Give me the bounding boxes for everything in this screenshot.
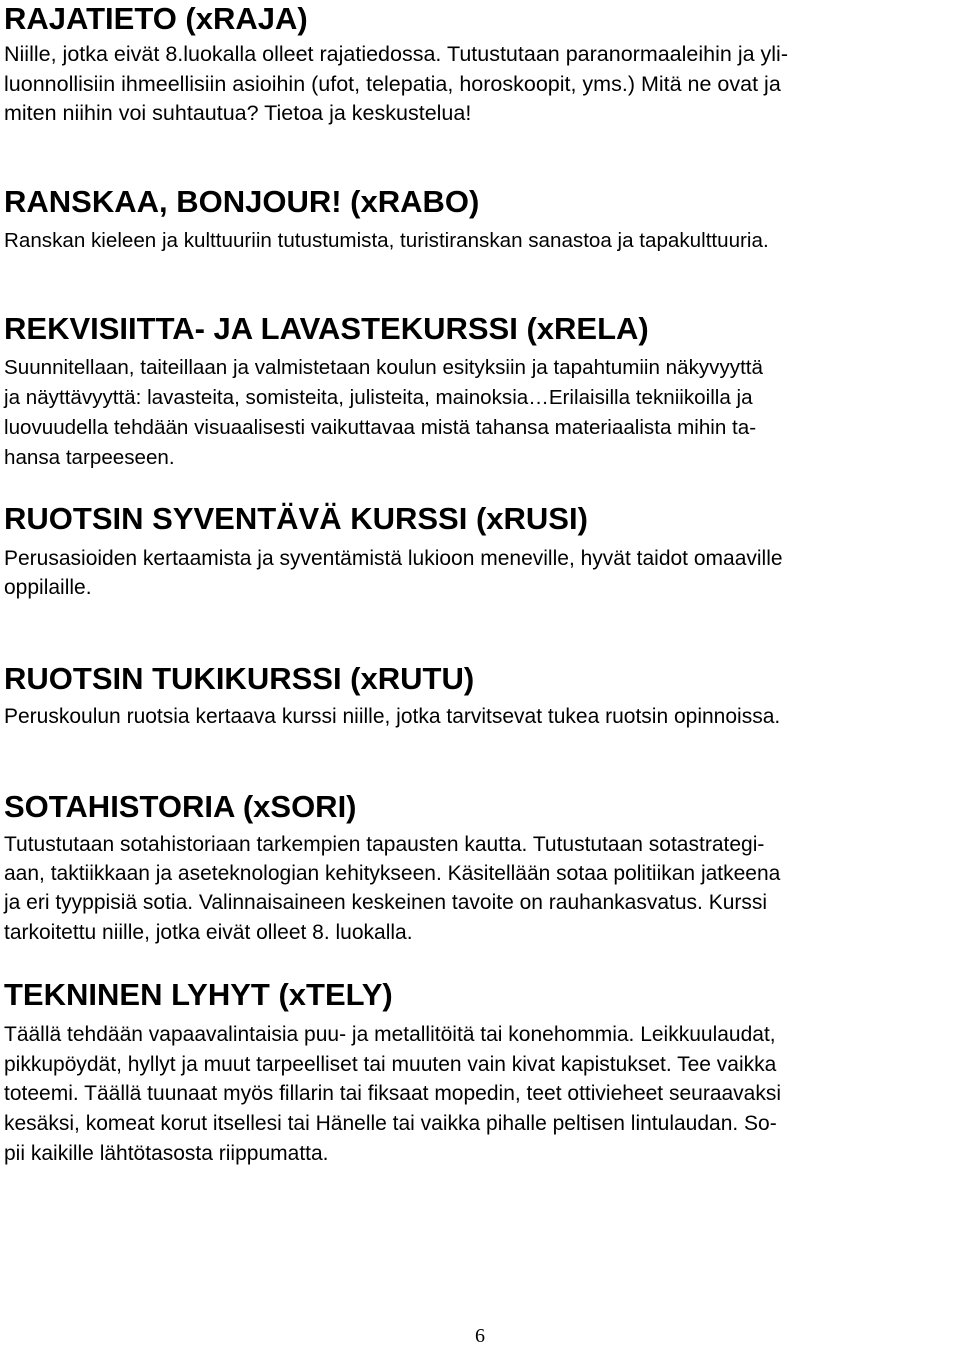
description-line: tarkoitettu niille, jotka eivät olleet 8. luokalla. bbox=[4, 920, 413, 944]
description-line: Täällä tehdään vapaavalintaisia puu- ja metallitöitä tai konehommia. Leikkuulaudat, bbox=[4, 1023, 776, 1046]
course-description bbox=[4, 1020, 781, 1169]
description-line: luonnollisiin ihmeellisiin asioihin (ufot, telepatia, horoskoopit, yms.) Mitä ne ovat ja bbox=[4, 71, 781, 96]
description-line: oppilaille. bbox=[4, 576, 92, 599]
course-ruotsin-tukikurssi bbox=[4, 660, 780, 731]
course-title: SOTAHISTORIA (xSORI) bbox=[4, 789, 357, 824]
description-line: hansa tarpeeseen. bbox=[4, 446, 175, 469]
course-description bbox=[4, 702, 780, 731]
description-line: Niille, jotka eivät 8.luokalla olleet rajatiedossa. Tutustutaan paranormaaleihin ja yli- bbox=[4, 42, 788, 66]
course-ranskaa bbox=[4, 183, 769, 255]
course-ruotsin-syventava bbox=[4, 500, 783, 602]
page-number: 6 bbox=[475, 1325, 485, 1347]
course-rajatieto bbox=[4, 0, 788, 129]
description-line: toteemi. Täällä tuunaat myös fillarin tai fiksaat mopedin, teet ottivieheet seuraavaksi bbox=[4, 1082, 782, 1106]
description-line: ja eri tyyppisiä sotia. Valinnaisaineen keskeinen tavoite on rauhankasvatus. Kurssi bbox=[4, 891, 768, 915]
description-line: pii kaikille lähtötasosta riippumatta. bbox=[4, 1141, 329, 1165]
course-rekvisiitta bbox=[4, 310, 763, 473]
course-title: REKVISIITTA- JA LAVASTEKURSSI (xRELA) bbox=[4, 311, 649, 346]
description-line: aan, taktiikkaan ja aseteknologian kehitykseen. Käsitellään sotaa politiikan jatkeena bbox=[4, 862, 781, 886]
description-line: ja näyttävyyttä: lavasteita, somisteita, julisteita, mainoksia…Erilaisilla tekniikoilla ja bbox=[4, 386, 753, 409]
course-title: RANSKAA, BONJOUR! (xRABO) bbox=[4, 184, 480, 219]
course-description bbox=[4, 544, 783, 602]
course-title: RAJATIETO (xRAJA) bbox=[4, 1, 308, 36]
course-title: RUOTSIN SYVENTÄVÄ KURSSI (xRUSI) bbox=[4, 501, 588, 536]
course-tekninen-lyhyt bbox=[4, 976, 781, 1169]
course-description bbox=[4, 226, 769, 255]
description-line: Suunnitellaan, taiteillaan ja valmistetaan koulun esityksiin ja tapahtumiin näkyvyyttä bbox=[4, 356, 763, 379]
description-line: Ranskan kieleen ja kulttuuriin tutustumista, turistiranskan sanastoa ja tapakulttuuria. bbox=[4, 229, 769, 252]
description-line: Tutustutaan sotahistoriaan tarkempien tapausten kautta. Tutustutaan sotastrategi- bbox=[4, 833, 765, 856]
description-line: pikkupöydät, hyllyt ja muut tarpeelliset tai muuten vain kivat kapistukset. Tee vaikka bbox=[4, 1052, 777, 1076]
description-line: Peruskoulun ruotsia kertaava kurssi niille, jotka tarvitsevat tukea ruotsin opinnoissa. bbox=[4, 705, 781, 728]
description-line: Perusasioiden kertaamista ja syventämistä lukioon meneville, hyvät taidot omaaville bbox=[4, 547, 783, 570]
description-line: luovuudella tehdään visuaalisesti vaikuttavaa mistä tahansa materiaalista mihin ta- bbox=[4, 416, 757, 439]
description-line: miten niihin voi suhtautua? Tietoa ja keskustelua! bbox=[4, 101, 472, 125]
course-title: TEKNINEN LYHYT (xTELY) bbox=[4, 977, 393, 1012]
course-title: RUOTSIN TUKIKURSSI (xRUTU) bbox=[4, 661, 475, 696]
course-description bbox=[4, 830, 780, 947]
course-sotahistoria bbox=[4, 788, 780, 947]
course-description bbox=[4, 353, 763, 473]
course-description bbox=[4, 40, 788, 129]
description-line: kesäksi, komeat korut itsellesi tai Hänelle tai vaikka pihalle peltisen lintulaudan. So- bbox=[4, 1112, 777, 1136]
